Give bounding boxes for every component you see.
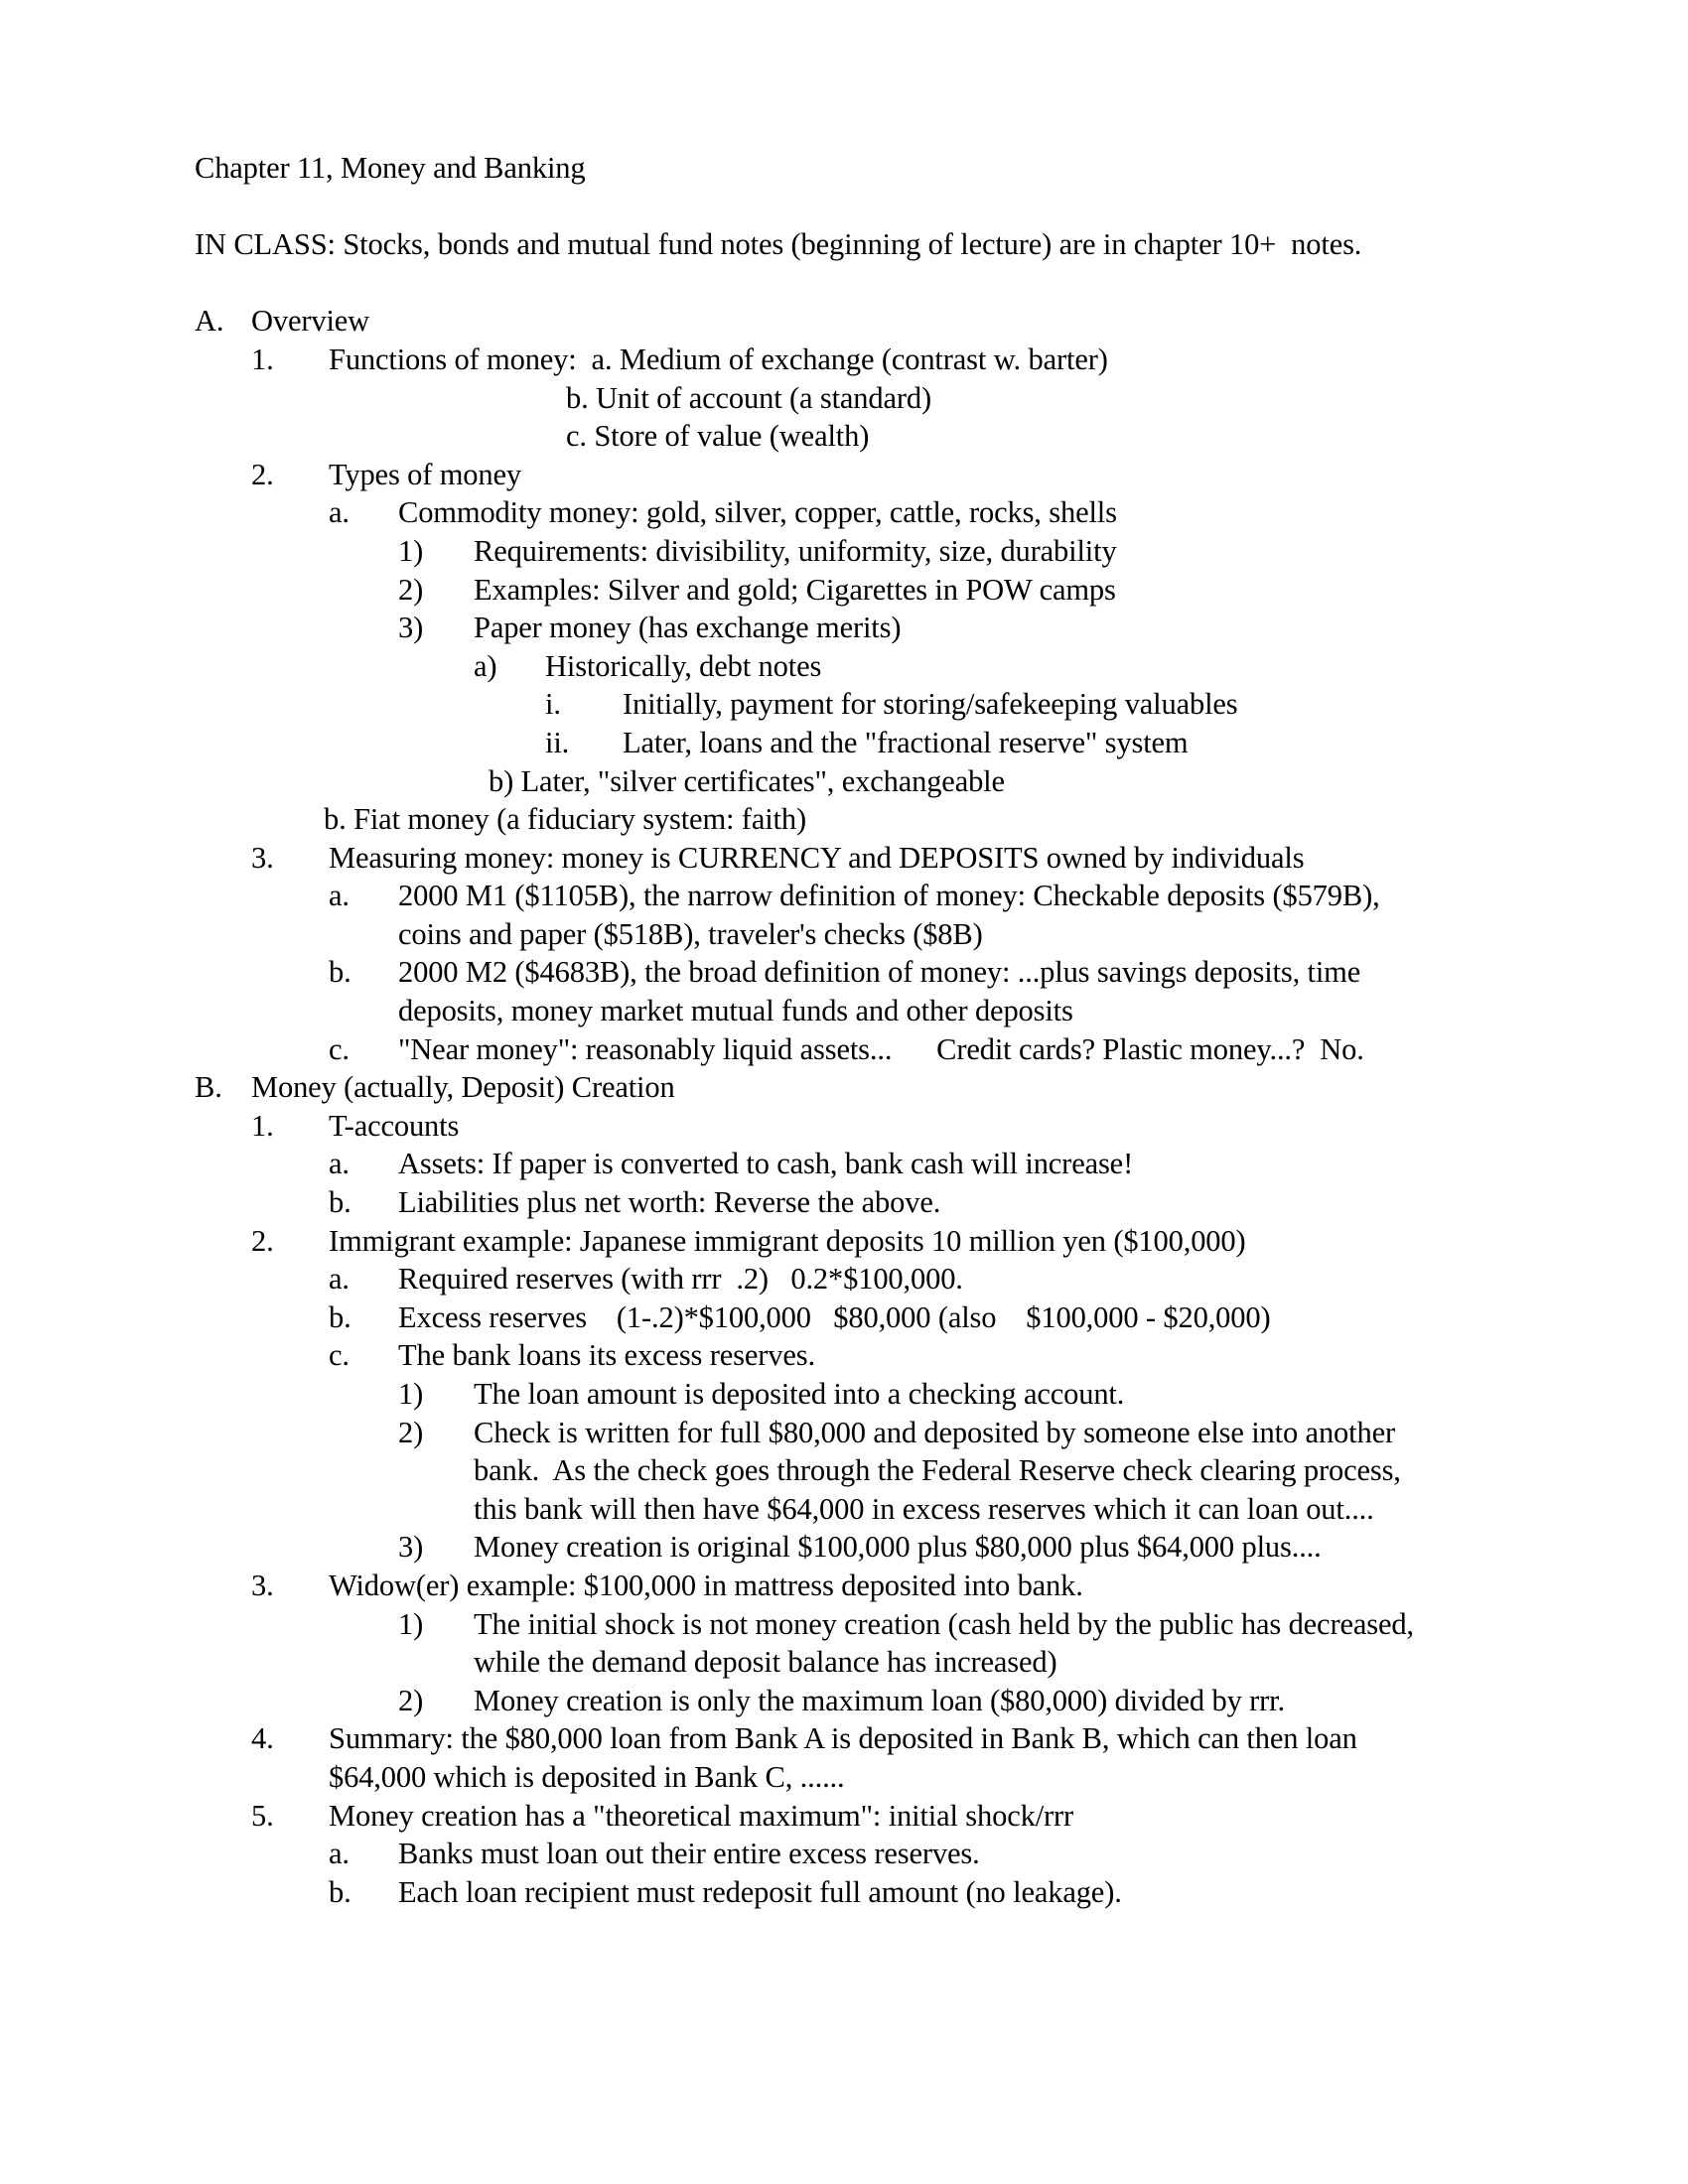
b-item-3s1-marker: 1) (398, 1606, 424, 1641)
a-item-2a3b: b) Later, "silver certificates", exchangeable (489, 763, 1005, 798)
section-a-heading (195, 302, 1489, 341)
b-item-1b-marker: b. (329, 1185, 352, 1220)
a-item-3-text: Measuring money: money is CURRENCY and DEPOSITS owned by individuals (329, 840, 1305, 875)
b-item-4-text: Summary: the $80,000 loan from Bank A is deposited in Bank B, which can then loan (329, 1721, 1357, 1756)
a-item-3a-text: 2000 M1 ($1105B), the narrow definition of money: Checkable deposits ($579B), (398, 879, 1380, 913)
b-item-2b-text: Excess reserves (1-.2)*$100,000 $80,000 (also $100,000 - $20,000) (398, 1299, 1271, 1334)
spacer (195, 264, 1489, 303)
b-item-2c3-marker: 3) (398, 1530, 424, 1565)
a-item-2a2-marker: 2) (398, 572, 424, 607)
a-item-2a-marker: a. (329, 495, 350, 530)
a-item-2a3-marker: 3) (398, 611, 424, 645)
b-item-2a-text: Required reserves (with rrr .2) 0.2*$100,000. (398, 1262, 963, 1297)
b-item-5 (195, 1797, 1489, 1836)
a-item-2a3a-marker: a) (474, 648, 497, 683)
b-item-2c1 (195, 1375, 1489, 1414)
a-item-2a1-marker: 1) (398, 533, 424, 568)
b-item-3s1-text-cont: while the demand deposit balance has increased) (474, 1645, 1057, 1680)
a-item-3c (195, 1030, 1489, 1069)
document-title: Chapter 11, Money and Banking (195, 151, 586, 185)
a-item-2a3a-ii (195, 724, 1489, 762)
b-item-2c2-text-cont-2: this bank will then have $64,000 in excess reserves which it can loan out.... (474, 1491, 1374, 1526)
section-b-title: Money (actually, Deposit) Creation (251, 1070, 675, 1105)
b-item-3-marker: 3. (251, 1568, 274, 1602)
a-item-3a-marker: a. (329, 879, 350, 913)
b-item-3s2-marker: 2) (398, 1683, 424, 1717)
a-item-3b-marker: b. (329, 955, 352, 990)
b-item-3 (195, 1567, 1489, 1605)
a-item-3a-text-cont: coins and paper ($518B), traveler's checks ($8B) (398, 916, 983, 951)
b-item-5b (195, 1873, 1489, 1912)
in-class-note: IN CLASS: Stocks, bonds and mutual fund notes (beginning of lecture) are in chapter 10+ notes. (195, 227, 1362, 262)
b-item-2c3 (195, 1528, 1489, 1567)
b-item-1 (195, 1107, 1489, 1146)
b-item-2c1-marker: 1) (398, 1377, 424, 1411)
b-item-2b-marker: b. (329, 1299, 352, 1334)
b-item-5b-text: Each loan recipient must redeposit full amount (no leakage). (398, 1874, 1122, 1909)
b-item-2c2-text-cont-1: bank. As the check goes through the Federal Reserve check clearing process, (474, 1453, 1401, 1488)
b-item-5a (195, 1835, 1489, 1873)
outline-document (195, 149, 1489, 1911)
b-item-2b (195, 1298, 1489, 1337)
a-item-2-text: Types of money (329, 457, 521, 491)
a-item-3c-text: "Near money": reasonably liquid assets... Credit cards? Plastic money...? No. (398, 1031, 1364, 1066)
a-item-2 (195, 456, 1489, 494)
a-item-1 (195, 341, 1489, 379)
a-item-2a3a-i-text: Initially, payment for storing/safekeeping valuables (623, 687, 1238, 722)
a-item-2a3a-i (195, 685, 1489, 724)
a-item-2a2 (195, 571, 1489, 610)
a-item-2a3-text: Paper money (has exchange merits) (474, 611, 902, 645)
a-item-2b-fiat: b. Fiat money (a fiduciary system: faith) (324, 802, 806, 837)
b-item-2c1-text: The loan amount is deposited into a checking account. (474, 1377, 1125, 1411)
b-item-2-text: Immigrant example: Japanese immigrant deposits 10 million yen ($100,000) (329, 1223, 1246, 1258)
b-item-5-marker: 5. (251, 1798, 274, 1833)
spacer (195, 188, 1489, 226)
b-item-2c2-text: Check is written for full $80,000 and deposited by someone else into another (474, 1415, 1395, 1449)
a-item-2a-text: Commodity money: gold, silver, copper, cattle, rocks, shells (398, 495, 1117, 530)
b-item-2c2-marker: 2) (398, 1415, 424, 1449)
a-item-2a1 (195, 532, 1489, 571)
b-item-1-marker: 1. (251, 1108, 274, 1143)
b-item-1b-text: Liabilities plus net worth: Reverse the above. (398, 1185, 941, 1220)
a-item-2a3a-text: Historically, debt notes (545, 648, 822, 683)
a-item-1-sub-c: c. Store of value (wealth) (566, 419, 870, 454)
b-item-2c (195, 1336, 1489, 1375)
a-item-3b (195, 953, 1489, 992)
a-item-2-marker: 2. (251, 457, 274, 491)
a-item-3b-text-cont: deposits, money market mutual funds and other deposits (398, 994, 1073, 1028)
b-item-2-marker: 2. (251, 1223, 274, 1258)
b-item-1-text: T-accounts (329, 1108, 460, 1143)
b-item-1b (195, 1183, 1489, 1222)
b-item-2a (195, 1260, 1489, 1298)
a-item-2a3 (195, 609, 1489, 647)
b-item-2c3-text: Money creation is original $100,000 plus $80,000 plus $64,000 plus.... (474, 1530, 1322, 1565)
b-item-1a (195, 1145, 1489, 1183)
b-item-2a-marker: a. (329, 1262, 350, 1297)
b-item-3s1-text: The initial shock is not money creation (cash held by the public has decreased, (474, 1606, 1414, 1641)
a-item-2a (195, 493, 1489, 532)
b-item-1a-marker: a. (329, 1147, 350, 1181)
a-item-2a2-text: Examples: Silver and gold; Cigarettes in POW camps (474, 572, 1116, 607)
a-item-1-text: Functions of money: a. Medium of exchange (contrast w. barter) (329, 341, 1108, 376)
a-item-3c-marker: c. (329, 1031, 350, 1066)
a-item-3-marker: 3. (251, 840, 274, 875)
b-item-3s2 (195, 1682, 1489, 1720)
a-item-3 (195, 839, 1489, 878)
section-a-title: Overview (251, 304, 370, 339)
section-b-heading (195, 1068, 1489, 1107)
b-item-2 (195, 1222, 1489, 1261)
b-item-1a-text: Assets: If paper is converted to cash, bank cash will increase! (398, 1147, 1134, 1181)
section-a-marker: A. (195, 304, 224, 339)
b-item-3-text: Widow(er) example: $100,000 in mattress deposited into bank. (329, 1568, 1083, 1602)
b-item-4 (195, 1719, 1489, 1758)
b-item-2c-text: The bank loans its excess reserves. (398, 1338, 815, 1373)
a-item-3a (195, 877, 1489, 915)
b-item-5a-text: Banks must loan out their entire excess reserves. (398, 1837, 980, 1871)
b-item-5a-marker: a. (329, 1837, 350, 1871)
a-item-2a1-text: Requirements: divisibility, uniformity, size, durability (474, 533, 1117, 568)
b-item-2c2 (195, 1414, 1489, 1452)
a-item-2a3a (195, 647, 1489, 686)
section-b-marker: B. (195, 1070, 222, 1105)
a-item-1-sub-b: b. Unit of account (a standard) (566, 380, 931, 415)
a-item-1-marker: 1. (251, 341, 274, 376)
a-item-2a3a-ii-marker: ii. (545, 725, 570, 759)
a-item-2a3a-i-marker: i. (545, 687, 561, 722)
b-item-2c-marker: c. (329, 1338, 350, 1373)
b-item-5b-marker: b. (329, 1874, 352, 1909)
a-item-2a3a-ii-text: Later, loans and the "fractional reserve" system (623, 725, 1189, 759)
b-item-3s1 (195, 1605, 1489, 1644)
b-item-4-marker: 4. (251, 1721, 274, 1756)
b-item-3s2-text: Money creation is only the maximum loan ($80,000) divided by rrr. (474, 1683, 1285, 1717)
b-item-5-text: Money creation has a "theoretical maximum": initial shock/rrr (329, 1798, 1074, 1833)
a-item-3b-text: 2000 M2 ($4683B), the broad definition of money: ...plus savings deposits, time (398, 955, 1361, 990)
b-item-4-text-cont: $64,000 which is deposited in Bank C, ...... (329, 1759, 845, 1794)
